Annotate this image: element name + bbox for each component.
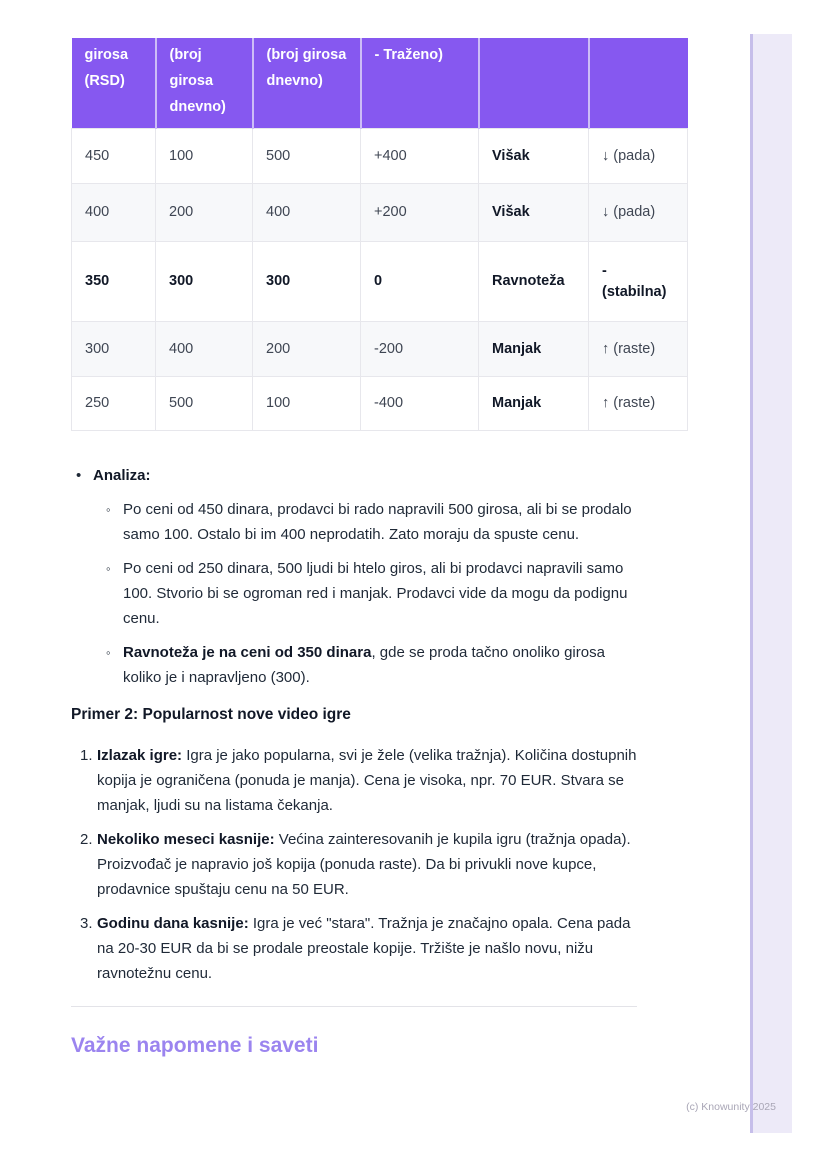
numbered-item-lead: Nekoliko meseci kasnije: [97, 831, 275, 848]
page-content [71, 38, 687, 1061]
numbered-item-lead: Izlazak igre: [97, 747, 183, 764]
table-cell: +400 [361, 129, 479, 184]
table-cell: 100 [156, 129, 253, 184]
analysis-item [71, 640, 687, 690]
analysis-list [71, 463, 687, 690]
trend-cell: ↓ (pada) [589, 129, 688, 184]
table-row-equilibrium [72, 242, 688, 322]
page-edge-strip [750, 34, 792, 1133]
numbered-item-text [97, 827, 640, 902]
header-cell-price: girosa (RSD) [72, 38, 156, 129]
item-number: 1. [80, 747, 93, 764]
table-cell: 400 [72, 184, 156, 242]
numbered-item-text [97, 743, 640, 818]
status-cell: Višak [479, 129, 589, 184]
table-cell: 200 [253, 322, 361, 377]
table-cell: 400 [253, 184, 361, 242]
table-cell: 200 [156, 184, 253, 242]
trend-cell: ↓ (pada) [589, 184, 688, 242]
table-cell: 100 [253, 377, 361, 431]
table-header-row [72, 38, 688, 129]
numbered-item-lead: Godinu dana kasnije: [97, 915, 249, 932]
numbered-item [71, 827, 687, 902]
section-heading: Važne napomene i saveti [71, 1034, 319, 1057]
status-cell: Višak [479, 184, 589, 242]
header-cell-trend [589, 38, 688, 129]
table-row [72, 184, 688, 242]
circle-bullet-icon: ◦ [106, 645, 111, 660]
circle-bullet-icon: ◦ [106, 502, 111, 517]
table-cell: 250 [72, 377, 156, 431]
header-cell-supply: (broj girosa dnevno) [156, 38, 253, 129]
header-cell-status [479, 38, 589, 129]
table-cell: +200 [361, 184, 479, 242]
copyright-notice: (c) Knowunity 2025 [686, 1101, 776, 1113]
section-divider [71, 1006, 637, 1007]
item-number: 3. [80, 915, 93, 932]
analysis-item [71, 497, 687, 547]
table-cell: 350 [72, 242, 156, 322]
table-cell: 400 [156, 322, 253, 377]
table-cell: -400 [361, 377, 479, 431]
analysis-title-item [71, 463, 687, 488]
status-cell: Manjak [479, 377, 589, 431]
bullet-icon: • [76, 467, 82, 484]
analysis-item-lead: Ravnoteža je na ceni od 350 dinara [123, 644, 372, 661]
table-cell: 300 [72, 322, 156, 377]
analysis-item [71, 556, 687, 631]
supply-demand-table [71, 38, 688, 431]
table-row [72, 129, 688, 184]
analysis-item-text [123, 640, 641, 690]
item-number: 2. [80, 831, 93, 848]
table-cell: 500 [253, 129, 361, 184]
numbered-item [71, 911, 687, 986]
analysis-item-body: , gde se proda tačno onoliko girosa koliko je i napravljeno (300). [123, 644, 605, 686]
table-cell: 300 [253, 242, 361, 322]
analysis-item-text [123, 556, 641, 631]
primer2-list [71, 743, 687, 986]
table-cell: 300 [156, 242, 253, 322]
trend-cell: ↑ (raste) [589, 377, 688, 431]
analysis-item-body: Po ceni od 250 dinara, 500 ljudi bi htelo giros, ali bi prodavci napravili samo 100. Stvorio bi se ogroman red i manjak. Prodavci vide da mogu da podignu cenu. [123, 560, 628, 627]
table-cell: 500 [156, 377, 253, 431]
trend-cell: ↑ (raste) [589, 322, 688, 377]
numbered-item [71, 743, 687, 818]
table-cell: -200 [361, 322, 479, 377]
analysis-item-text [123, 497, 641, 547]
header-cell-demand: (broj girosa dnevno) [253, 38, 361, 129]
status-cell: Ravnoteža [479, 242, 589, 322]
analysis-title: Analiza: [93, 467, 151, 484]
trend-cell: - (stabilna) [589, 242, 688, 322]
analysis-item-body: Po ceni od 450 dinara, prodavci bi rado napravili 500 girosa, ali bi se prodalo samo 100. Ostalo bi im 400 neprodatih. Zato moraju da spuste cenu. [123, 501, 632, 543]
header-cell-difference: - Traženo) [361, 38, 479, 129]
numbered-item-body: Igra je već "stara". Tražnja je značajno opala. Cena pada na 20-30 EUR da bi se prodale preostale kopije. Tržište je našlo novu, nižu ravnotežnu cenu. [97, 915, 631, 982]
numbered-item-text [97, 911, 640, 986]
circle-bullet-icon: ◦ [106, 561, 111, 576]
table-row [72, 322, 688, 377]
status-cell: Manjak [479, 322, 589, 377]
table-cell: 450 [72, 129, 156, 184]
primer2-heading: Primer 2: Popularnost nove video igre [71, 706, 351, 723]
table-cell: 0 [361, 242, 479, 322]
numbered-item-body: Većina zainteresovanih je kupila igru (tražnja opada). Proizvođač je napravio još kopija (ponuda raste). Da bi privukli nove kupce, prodavnice spuštaju cenu na 50 EUR. [97, 831, 631, 898]
numbered-item-body: Igra je jako popularna, svi je žele (velika tražnja). Količina dostupnih kopija je ograničena (ponuda je manja). Cena je visoka, npr. 70 EUR. Stvara se manjak, ljudi su na listama čekanja. [97, 747, 637, 814]
table-row [72, 377, 688, 431]
